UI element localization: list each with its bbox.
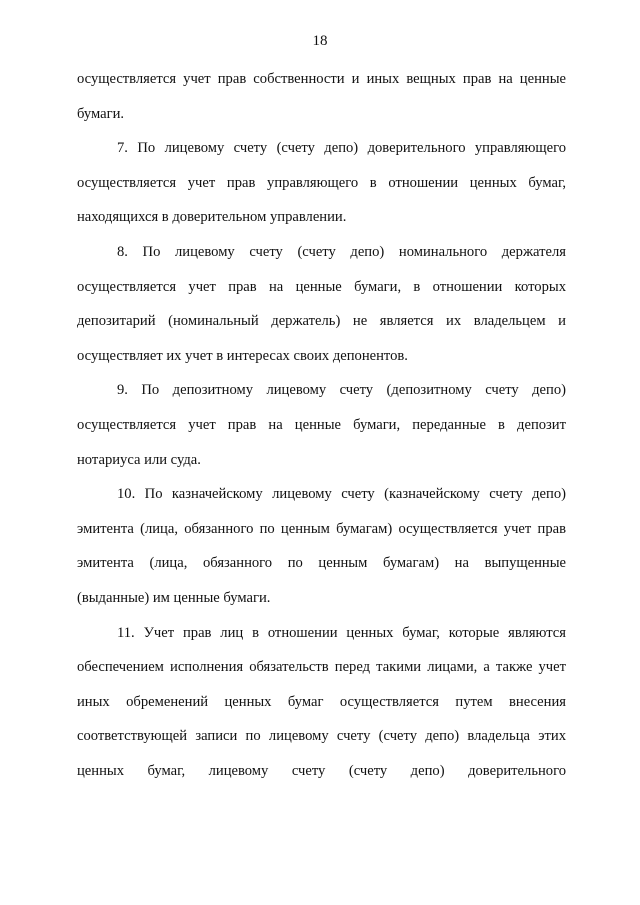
text-line: (выданные) им ценные бумаги. — [77, 589, 271, 606]
text-line: осуществляется учет прав управляющего в отношении ценных бумаг, — [77, 174, 566, 191]
text-line: осуществляется учет прав собственности и иных вещных прав на ценные — [77, 71, 566, 87]
text-line: осуществляется учет прав на ценные бумаги, переданные в депозит — [77, 416, 566, 433]
text-line: обеспечением исполнения обязательств перед такими лицами, а также учет — [77, 659, 566, 676]
paragraph-11-start: 11. Учет прав лиц в отношении ценных бумаг, которые являются — [117, 624, 566, 641]
paragraph-9-start: 9. По депозитному лицевому счету (депозитному счету депо) — [117, 382, 566, 399]
text-line: осуществляет их учет в интересах своих депонентов. — [77, 347, 408, 364]
text-line: осуществляется учет прав на ценные бумаги, в отношении которых — [77, 278, 566, 295]
document-body — [77, 68, 566, 794]
page-number: 18 — [312, 33, 328, 49]
paragraph-10-start: 10. По казначейскому лицевому счету (казначейскому счету депо) — [117, 486, 566, 503]
text-line: иных обременений ценных бумаг осуществляется путем внесения — [77, 693, 566, 710]
text-line: депозитарий (номинальный держатель) не является их владельцем и — [77, 313, 566, 330]
text-line: эмитента (лица, обязанного по ценным бумагам) на выпущенные — [77, 555, 566, 572]
text-line: эмитента (лица, обязанного по ценным бумагам) осуществляется учет прав — [77, 520, 566, 537]
paragraph-7-start: 7. По лицевому счету (счету депо) доверительного управляющего — [117, 140, 566, 157]
paragraph-8-start: 8. По лицевому счету (счету депо) номинального держателя — [117, 243, 566, 260]
text-line: бумаги. — [77, 105, 125, 122]
text-line: нотариуса или суда. — [77, 451, 201, 468]
text-line: ценных бумаг, лицевому счету (счету депо) доверительного — [77, 762, 566, 779]
text-line: находящихся в доверительном управлении. — [77, 209, 347, 226]
text-line: соответствующей записи по лицевому счету (счету депо) владельца этих — [77, 728, 566, 745]
